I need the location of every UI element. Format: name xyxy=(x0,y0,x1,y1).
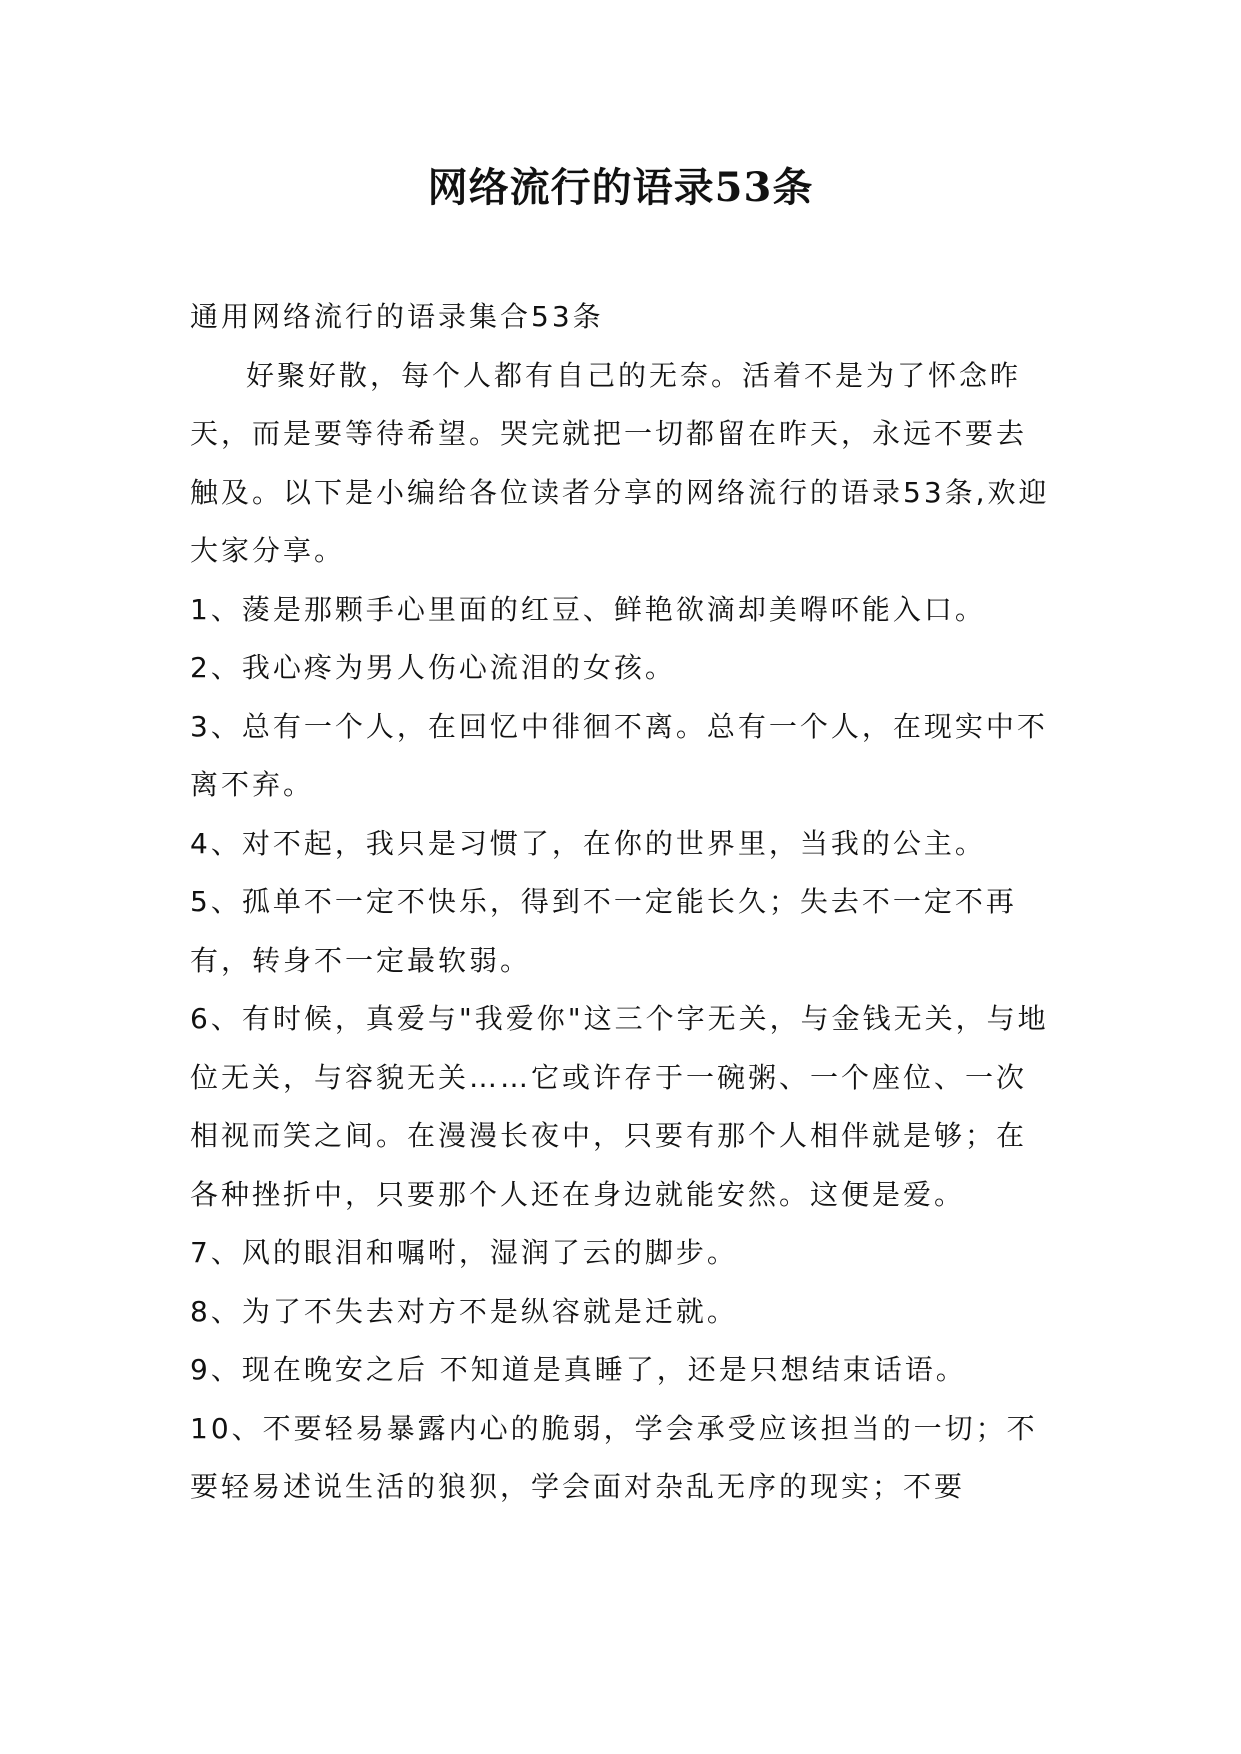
quote-item-8: 8、为了不失去对方不是纵容就是迁就。 xyxy=(190,1294,738,1328)
subtitle-paragraph: 通用网络流行的语录集合53条 xyxy=(190,300,604,333)
quote-item-1: 1、蔆是那颗手心里面的红豆、鲜艳欲滴却美嘚吥能入口。 xyxy=(190,592,986,626)
document-title: 网络流行的语录53条 xyxy=(427,164,814,211)
document-body xyxy=(190,288,1055,1517)
quote-item-2: 2、我心疼为男人伤心流泪的女孩。 xyxy=(190,651,676,684)
quote-item-10: 10、不要轻易暴露内心的脆弱，学会承受应该担当的一切；不要轻易述说生活的狼狈，学会面对杂乱无序的现实；不要 xyxy=(190,1411,1038,1503)
quote-item-4: 4、对不起，我只是习惯了，在你的世界里，当我的公主。 xyxy=(190,826,986,860)
quote-item-5: 5、孤单不一定不快乐，得到不一定能长久；失去不一定不再有，转身不一定最软弱。 xyxy=(190,885,1017,977)
quote-item-3: 3、总有一个人，在回忆中徘徊不离。总有一个人，在现实中不离不弃。 xyxy=(190,709,1048,801)
intro-paragraph: 好聚好散，每个人都有自己的无奈。活着不是为了怀念昨天，而是要等待希望。哭完就把一切都留在昨天，永远不要去触及。以下是小编给各位读者分享的网络流行的语录53条,欢迎大家分享。 xyxy=(190,358,1050,567)
quote-item-6: 6、有时候，真爱与"我爱你"这三个字无关，与金钱无关，与地位无关，与容貌无关……它或许存于一碗粥、一个座位、一次相视而笑之间。在漫漫长夜中，只要有那个人相伴就是够；在各种挫折中，只要那个人还在身边就能安然。这便是爱。 xyxy=(190,1002,1049,1211)
quote-item-9: 9、现在晚安之后 不知道是真睡了，还是只想结束话语。 xyxy=(190,1353,967,1386)
quote-item-7: 7、风的眼泪和嘱咐，湿润了云的脚步。 xyxy=(190,1236,738,1269)
